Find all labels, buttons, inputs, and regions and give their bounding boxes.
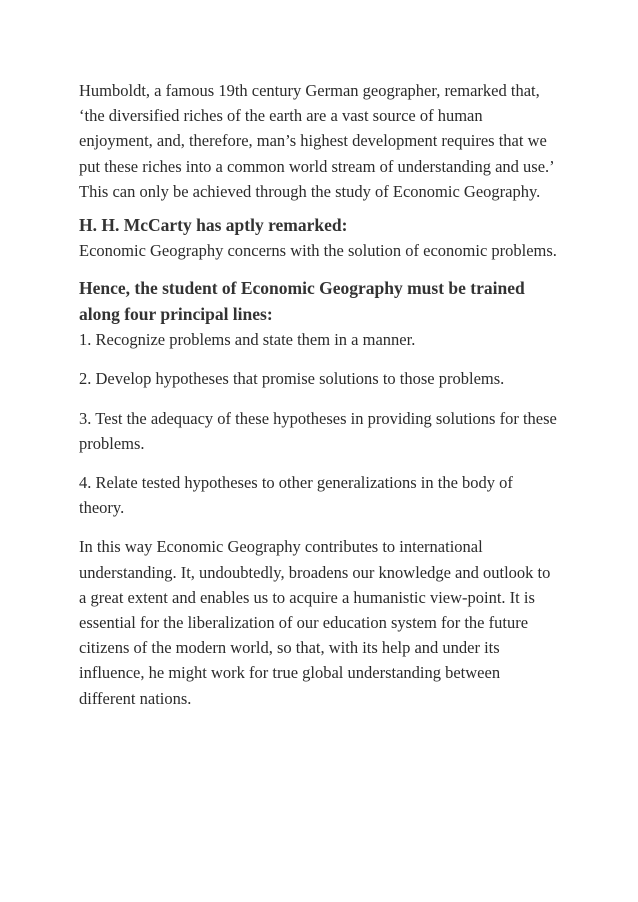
mccarty-quote-paragraph: Economic Geography concerns with the solution of economic problems. xyxy=(79,241,557,261)
list-item: 2. Develop hypotheses that promise solutions to those problems. xyxy=(79,369,505,389)
list-item: 1. Recognize problems and state them in a manner. xyxy=(79,330,416,350)
list-item: 3. Test the adequacy of these hypotheses in providing solutions for these problems. xyxy=(79,408,557,453)
training-lines-heading: Hence, the student of Economic Geography must be trained along four principal lines: xyxy=(79,278,525,325)
principal-lines-list xyxy=(79,327,559,520)
conclusion-paragraph: In this way Economic Geography contributes to international understanding. It, undoubtedly, broadens our knowledge and outlook to a great extent and enables us to acquire a humanistic view-point. It is essential for the liberalization of our education system for the future citizens of the modern world, so that, with its help and under its influence, he might work for true global understanding between different nations. xyxy=(79,537,551,708)
list-item: 4. Relate tested hypotheses to other generalizations in the body of theory. xyxy=(79,473,513,518)
document-page xyxy=(79,78,559,719)
mccarty-heading: H. H. McCarty has aptly remarked: xyxy=(79,215,348,236)
intro-paragraph: Humboldt, a famous 19th century German geographer, remarked that, ‘the diversified riches of the earth are a vast source of human enjoyment, and, therefore, man’s highest development requires that we put these riches into a common world stream of understanding and use.’ This can only be achieved through the study of Economic Geography. xyxy=(79,81,554,201)
